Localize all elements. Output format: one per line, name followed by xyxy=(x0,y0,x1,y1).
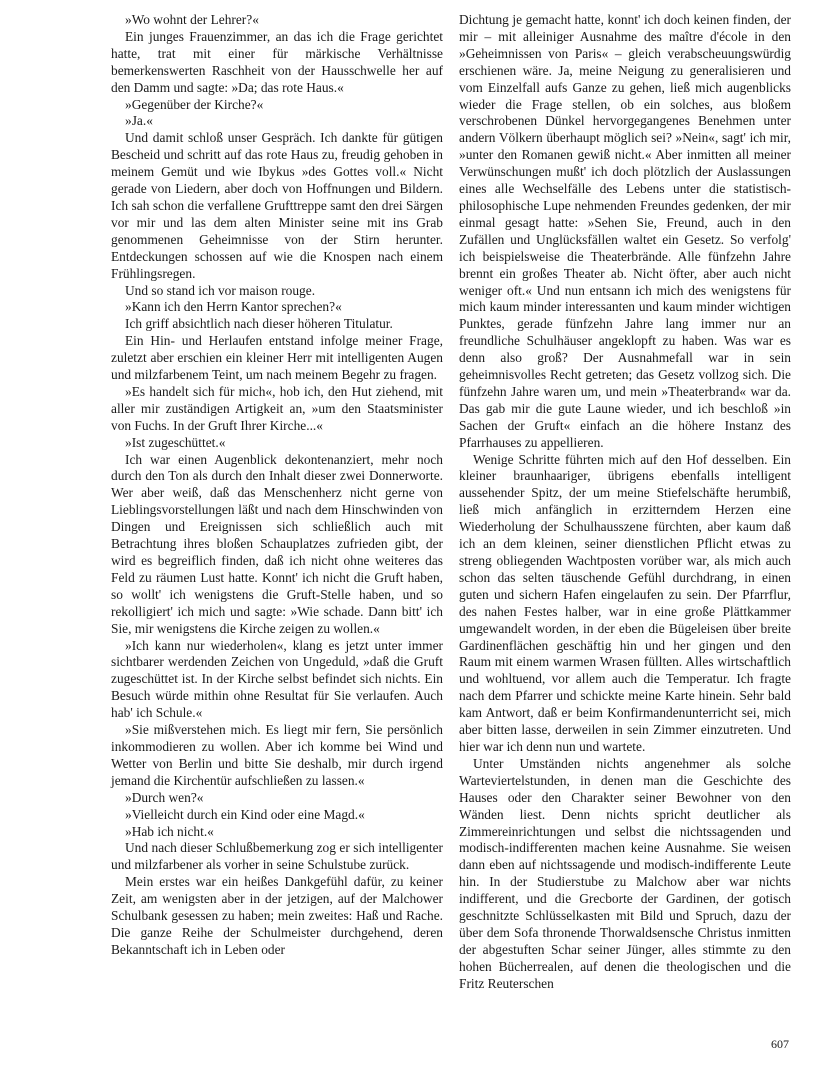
paragraph: Ein Hin- und Herlaufen entstand infolge meiner Frage, zuletzt aber erschien ein kleiner Herr mit intelligenten Augen und milzfarbenem Teint, um nach meinem Begehr zu fragen. xyxy=(111,333,443,383)
paragraph: Und so stand ich vor maison rouge. xyxy=(125,282,316,298)
paragraph: »Es handelt sich für mich«, hob ich, den Hut ziehend, mit aller mir zuständigen Artigkeit an, »um den Staatsminister von Fuchs. In der Gruft Ihrer Kirche...« xyxy=(111,383,443,433)
paragraph: »Gegenüber der Kirche?« xyxy=(125,96,264,112)
paragraph: Wenige Schritte führten mich auf den Hof desselben. Ein kleiner braunhaariger, übrigens ebenfalls intelligent aussehender Spitz, der um meine Stiefelschäfte herumbiß, ließ mich anfänglich in erzitterndem Herzen eine Wiederholung der Schulhausszene fürchten, aber kaum daß ich an dem kleinen, seiner dienstlichen Pflicht etwas zu streng obliegenden Wachtposten vorüber war, als mich auch schon das selten täuschende Gefühl durchdrang, in einen guten und sichern Hafen eingelaufen zu sein. Der Pfarrflur, des nahen Festes halber, war in eine große Plättkammer umgewandelt worden, in der eben die Bügeleisen über breite Gardinenflächen geschäftig hin und her gingen und den Raum mit einem warmen Wrasen füllten. Alles wirtschaftlich und wohltuend, vor allem auch die Temperatur. Ich fragte nach dem Pfarrer und schickte meine Karte hinein. Sehr bald kam Antwort, daß er beim Konfirmandenunterricht sei, mich aber bitten lasse, derweilen in sein Zimmer einzutreten. Und hier war ich denn nun und wartete. xyxy=(459,451,791,754)
paragraph: »Ja.« xyxy=(125,113,153,129)
paragraph: Ich war einen Augenblick dekontenanziert, mehr noch durch den Ton als durch den Inhalt dieser zwei Donnerworte. Wer aber weiß, daß das Menschenherz nicht gerne von Lieblingsvorstellungen läßt und nach dem Hinschwinden von Dingen und Ereignissen sich schließlich auch mit Betrachtung ihres bloßen Schauplatzes zufrieden gibt, der wird es begreiflich finden, daß ich nicht ohne weiteres das Feld zu räumen Lust hatte. Konnt' ich nicht die Gruft haben, so wollt' ich wenigstens die Gruft-Stelle haben, und so rekolligiert' ich mich und sagte: »Wie schade. Dann bitt' ich Sie, mir wenigstens die Kirche zeigen zu wollen.« xyxy=(111,451,443,636)
paragraph: Unter Umständen nichts angenehmer als solche Warteviertelstunden, in denen man die Geschichte des Hauses oder den Charakter seiner Bewohner von den Wänden liest. Denn nichts spricht deutlicher als Zimmereinrichtungen und selbst die nichtssagenden und modisch-indifferenten machen keine Ausnahme. Sie weisen dann eben auf nichtssagende und modisch-indifferente Leute hin. In der Studierstube zu Malchow aber war nichts indifferent, und die Grecborte der Gardinen, der gotisch geschnitzte Schlüsselkasten mit Bild und Spruch, dazu der über dem Sofa thronende Thorwaldsensche Christus inmitten der abgestuften Schar seiner Jünger, alles stimmte zu den hohen Bücherrealen, auf denen die theologischen und die Fritz Reuterschen xyxy=(459,755,791,991)
paragraph: »Wo wohnt der Lehrer?« xyxy=(125,12,259,27)
paragraph: Und damit schloß unser Gespräch. Ich dankte für gütigen Bescheid und schritt auf das rote Haus zu, freudig gehoben in meinem Gemüt und wie Ibykus »des Gottes voll.« Nicht gerade von Liedern, aber doch von Hoffnungen und Bildern. Ich sah schon die verfallene Grufttreppe samt den drei Särgen vor mir und las dem alten Minister seine mit ins Grab genommenen Geheimnisse von der Stirn herunter. Entdeckungen schossen auf wie die Knospen nach einem Frühlingsregen. xyxy=(111,130,443,281)
paragraph: Ein junges Frauenzimmer, an das ich die Frage gerichtet hatte, trat mit einer für märkische Verhältnisse bemerkenswerten Raschheit von der Hausschwelle her auf den Damm und sagte: »Da; das rote Haus.« xyxy=(111,28,443,95)
page-number: 607 xyxy=(771,1037,789,1051)
left-column xyxy=(111,12,443,959)
paragraph: Ich griff absichtlich nach dieser höheren Titulatur. xyxy=(125,316,393,332)
paragraph: »Ich kann nur wiederholen«, klang es jetzt unter immer sichtbarer werdenden Zeichen von Ungeduld, »daß die Gruft zugeschüttet ist. In der Kirche selbst befindet sich nichts. Ein Besuch würde mithin ohne Resultat für Sie verlaufen. Auch hab' ich Schule.« xyxy=(111,637,443,721)
right-column xyxy=(459,12,791,993)
paragraph: »Hab ich nicht.« xyxy=(125,823,214,839)
paragraph: »Kann ich den Herrn Kantor sprechen?« xyxy=(125,299,342,315)
paragraph: »Vielleicht durch ein Kind oder eine Magd.« xyxy=(125,806,365,822)
paragraph: Mein erstes war ein heißes Dankgefühl dafür, zu keiner Zeit, am wenigsten aber in der jetzigen, auf der Malchower Schulbank gesessen zu haben; mein zweites: Haß und Rache. Die ganze Reihe der Schulmeister durchgehend, deren Bekanntschaft ich in Leben oder xyxy=(111,874,443,957)
paragraph: Dichtung je gemacht hatte, konnt' ich doch keinen finden, der mir – mit alleiniger Ausnahme des maître d'école in den »Geheimnissen von Paris« – gleich verabscheuungswürdig erschienen wäre. Ja, meine Neigung zu generalisieren und vom Einzelfall aufs Ganze zu gehen, ließ mich augenblicks wieder die Frage stellen, ob ein solches, aus bloßem verschrobenen Dünkel hervorgegangenes Benehmen unter andern Völkern überhaupt möglich sei? »Nein«, sagt' ich mir, »unter den Romanen gewiß nicht.« Aber inmitten all meiner Verwünschungen mußt' ich doch plötzlich der Auslassungen eines alle Wechselfälle des Lebens unter die statistisch-philosophische Lupe nehmenden Freundes gedenken, der mir einmal gesagt hatte: »Sehen Sie, Freund, auch in den Zufällen und Unglücksfällen waltet ein Gesetz. So verfolg' ich beispielsweise die Theaterbrände. Alle fünfzehn Jahre brennt ein großes Theater ab. Nicht öfter, aber auch nicht weniger oft.« Und nun entsann ich mich des wenigstens für mich kaum minder interessanten und kaum minder wichtigen Punktes, gerade fünfzehn Jahre lang immer nur an freundliche Schulhäuser angeklopft zu haben. Was war es denn also groß? Der Ausnahmefall war in sein geheimnisvolles Recht getreten; das Gesetz vollzog sich. Die fünfzehn Jahre waren um, und mein »Theaterbrand« war da. Das gab mir die gute Laune wieder, und ich beschloß »in Sachen der Gruft« einfach an die höhere Instanz des Pfarrhauses zu appellieren. xyxy=(459,12,791,450)
paragraph: »Ist zugeschüttet.« xyxy=(125,434,226,450)
paragraph: Und nach dieser Schlußbemerkung zog er sich intelligenter und milzfarbener als vorher in seine Schulstube zurück. xyxy=(111,840,443,873)
paragraph: »Sie mißverstehen mich. Es liegt mir fern, Sie persönlich inkommodieren zu wollen. Aber ich komme bei Wind und Wetter von Berlin und bitte Sie deshalb, mir durch irgend jemand die Kirchentür aufschließen zu lassen.« xyxy=(111,722,443,788)
paragraph: »Durch wen?« xyxy=(125,789,204,805)
